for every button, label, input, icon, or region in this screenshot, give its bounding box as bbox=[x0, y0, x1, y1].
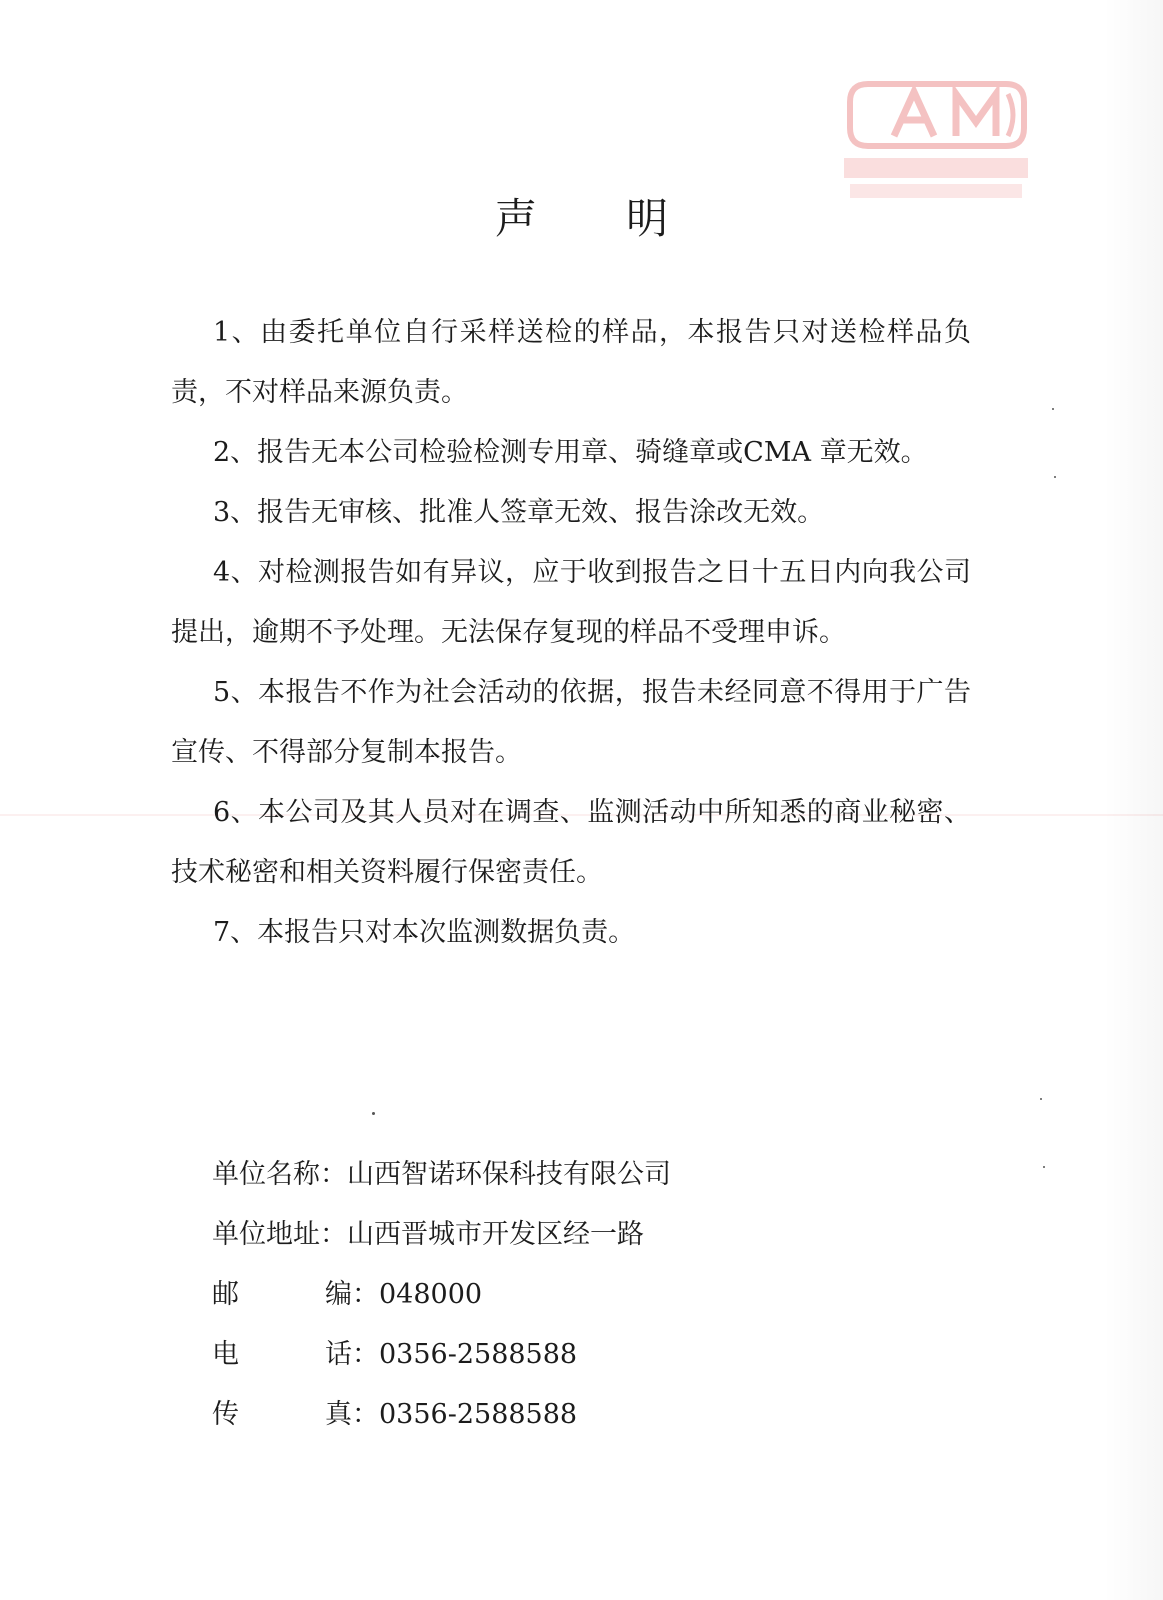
colon: ： bbox=[320, 1219, 347, 1250]
colon: ： bbox=[352, 1279, 379, 1310]
scan-speck bbox=[372, 1112, 375, 1115]
scan-speck bbox=[1043, 1166, 1045, 1168]
statement-clauses bbox=[171, 303, 971, 963]
colon: ： bbox=[352, 1339, 379, 1370]
company-name-row bbox=[212, 1145, 912, 1205]
colon: ： bbox=[320, 1159, 347, 1190]
company-address-row bbox=[212, 1205, 912, 1265]
scan-speck bbox=[1054, 476, 1056, 478]
postcode-row bbox=[212, 1265, 912, 1325]
company-address-value: 山西晋城市开发区经一路 bbox=[347, 1219, 644, 1250]
fax-value: 0356-2588588 bbox=[379, 1399, 578, 1430]
company-address-label: 单位地址 bbox=[212, 1219, 320, 1250]
clause-6: 6、本公司及其人员对在调查、监测活动中所知悉的商业秘密、技术秘密和相关资料履行保密责任。 bbox=[171, 797, 971, 888]
clause-3: 3、报告无审核、批准人签章无效、报告涂改无效。 bbox=[213, 497, 825, 528]
scan-speck bbox=[1040, 1098, 1042, 1100]
clause-4: 4、对检测报告如有异议，应于收到报告之日十五日内向我公司提出，逾期不予处理。无法保存复现的样品不受理申诉。 bbox=[171, 557, 971, 648]
clause-5: 5、本报告不作为社会活动的依据，报告未经同意不得用于广告宣传、不得部分复制本报告。 bbox=[171, 677, 971, 768]
phone-value: 0356-2588588 bbox=[379, 1339, 578, 1370]
scan-speck bbox=[1052, 408, 1054, 410]
postcode-label: 邮 编 bbox=[212, 1279, 352, 1310]
fax-label: 传 真 bbox=[212, 1399, 352, 1430]
clause-7: 7、本报告只对本次监测数据负责。 bbox=[213, 917, 636, 948]
postcode-value: 048000 bbox=[379, 1279, 483, 1310]
clause-1: 1、由委托单位自行采样送检的样品，本报告只对送检样品负责，不对样品来源负责。 bbox=[171, 317, 971, 408]
company-name-label: 单位名称 bbox=[212, 1159, 320, 1190]
colon: ： bbox=[352, 1399, 379, 1430]
phone-row bbox=[212, 1325, 912, 1385]
company-info bbox=[212, 1145, 912, 1445]
fax-row bbox=[212, 1385, 912, 1445]
clause-2: 2、报告无本公司检验检测专用章、骑缝章或CMA 章无效。 bbox=[213, 437, 928, 468]
phone-label: 电 话 bbox=[212, 1339, 352, 1370]
page-title: 声 明 bbox=[494, 194, 707, 243]
company-name-value: 山西智诺环保科技有限公司 bbox=[347, 1159, 671, 1190]
